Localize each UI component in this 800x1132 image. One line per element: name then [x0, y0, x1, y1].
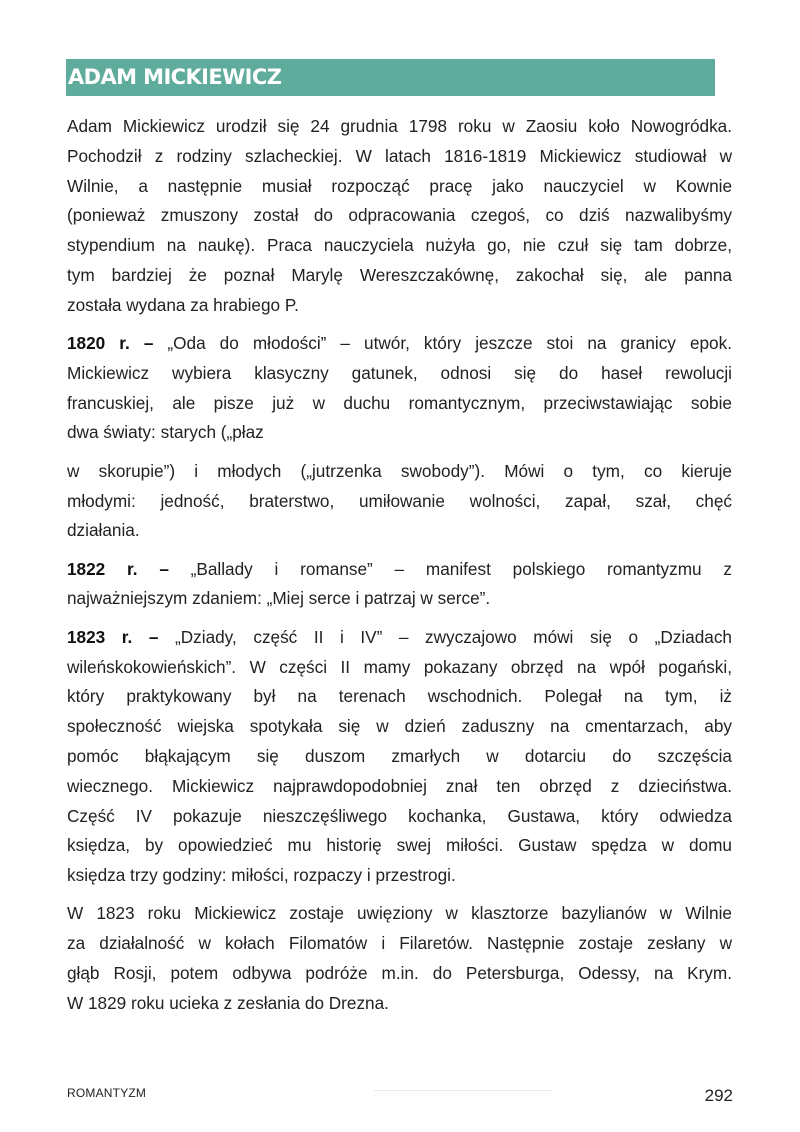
- text-fragment: „Ballady i romanse” – manifest polskiego romantyzmu z: [168, 558, 732, 579]
- text-line: głąb Rosji, potem odbywa podróże m.in. do Petersburga, Odessy, na Krym.: [67, 963, 732, 984]
- page-title: ADAM MICKIEWICZ: [68, 65, 282, 89]
- text-line: Część IV pokazuje nieszczęśliwego kochanka, Gustawa, który odwiedza: [67, 805, 732, 826]
- text-line: księdza, by opowiedzieć mu historię swej miłości. Gustaw spędza w domu: [67, 835, 732, 856]
- text-line: stypendium na naukę). Praca nauczyciela nużyła go, nie czuł się tam dobrze,: [67, 235, 732, 256]
- paragraph-1820-continued: [67, 457, 732, 546]
- text-line: księdza trzy godziny: miłości, rozpaczy i przestrogi.: [67, 865, 456, 886]
- text-line: tym bardziej że poznał Marylę Wereszczakównę, zakochał się, ale panna: [67, 264, 732, 285]
- text-line: W 1829 roku ucieka z zesłania do Drezna.: [67, 992, 389, 1013]
- paragraph-1822: [67, 555, 732, 615]
- footer-section-label: ROMANTYZM: [67, 1086, 147, 1100]
- text-fragment: „Dziady, część II i IV” – zwyczajowo mówi się o „Dziadach: [158, 626, 732, 647]
- paragraph-1820: [67, 329, 732, 448]
- text-line: działania.: [67, 520, 140, 541]
- text-line: W 1823 roku Mickiewicz zostaje uwięziony w klasztorze bazylianów w Wilnie: [67, 903, 732, 924]
- text-line: (ponieważ zmuszony został do odpracowania czegoś, co dziś nazwalibyśmy: [67, 205, 732, 226]
- year-label: 1822 r. –: [67, 558, 169, 579]
- text-line: w skorupie”) i młodych („jutrzenka swobody”). Mówi o tym, co kieruje: [67, 460, 732, 481]
- footer-divider: [375, 1090, 552, 1091]
- text-line: za działalność w kołach Filomatów i Filaretów. Następnie zostaje zesłany w: [67, 933, 732, 954]
- year-label: 1823 r. –: [67, 626, 159, 647]
- text-line: wileńskokowieńskich”. W części II mamy pokazany obrzęd na wpół pogański,: [67, 656, 732, 677]
- text-line: [67, 623, 732, 653]
- text-line: wiecznego. Mickiewicz najprawdopodobniej znał ten obrzęd z dzieciństwa.: [67, 775, 732, 796]
- paragraph-1823: [67, 623, 732, 891]
- text-line: najważniejszym zdaniem: „Miej serce i patrzaj w serce”.: [67, 588, 491, 609]
- text-line: Mickiewicz wybiera klasyczny gatunek, odnosi się do haseł rewolucji: [67, 362, 732, 383]
- text-line: Wilnie, a następnie musiał rozpocząć pracę jako nauczyciel w Kownie: [67, 175, 732, 196]
- text-line: społeczność wiejska spotykała się w dzień zaduszny na cmentarzach, aby: [67, 716, 732, 737]
- text-line: Adam Mickiewicz urodził się 24 grudnia 1798 roku w Zaosiu koło Nowogródka.: [67, 116, 732, 136]
- paragraph-biography-intro: [67, 112, 732, 321]
- text-line: [67, 555, 732, 585]
- text-line: pomóc błąkającym się duszom zmarłych w dotarciu do szczęścia: [67, 745, 732, 766]
- page-number: 292: [704, 1086, 733, 1105]
- text-line: Pochodził z rodziny szlacheckiej. W latach 1816-1819 Mickiewicz studiował w: [67, 145, 732, 166]
- text-fragment: „Oda do młodości” – utwór, który jeszcze stoi na granicy epok.: [153, 333, 732, 354]
- text-line: została wydana za hrabiego P.: [67, 294, 299, 315]
- text-line: dwa światy: starych („płaz: [67, 422, 264, 443]
- paragraph-exile: [67, 899, 732, 1018]
- text-line: francuskiej, ale pisze już w duchu romantycznym, przeciwstawiając sobie: [67, 392, 732, 413]
- text-line: młodymi: jedność, braterstwo, umiłowanie wolności, zapał, szał, chęć: [67, 490, 732, 511]
- year-label: 1820 r. –: [67, 333, 154, 354]
- text-line: [67, 329, 732, 359]
- text-line: który praktykowany był na terenach wschodnich. Polegał na tym, iż: [67, 686, 732, 707]
- article-body: [67, 112, 732, 1019]
